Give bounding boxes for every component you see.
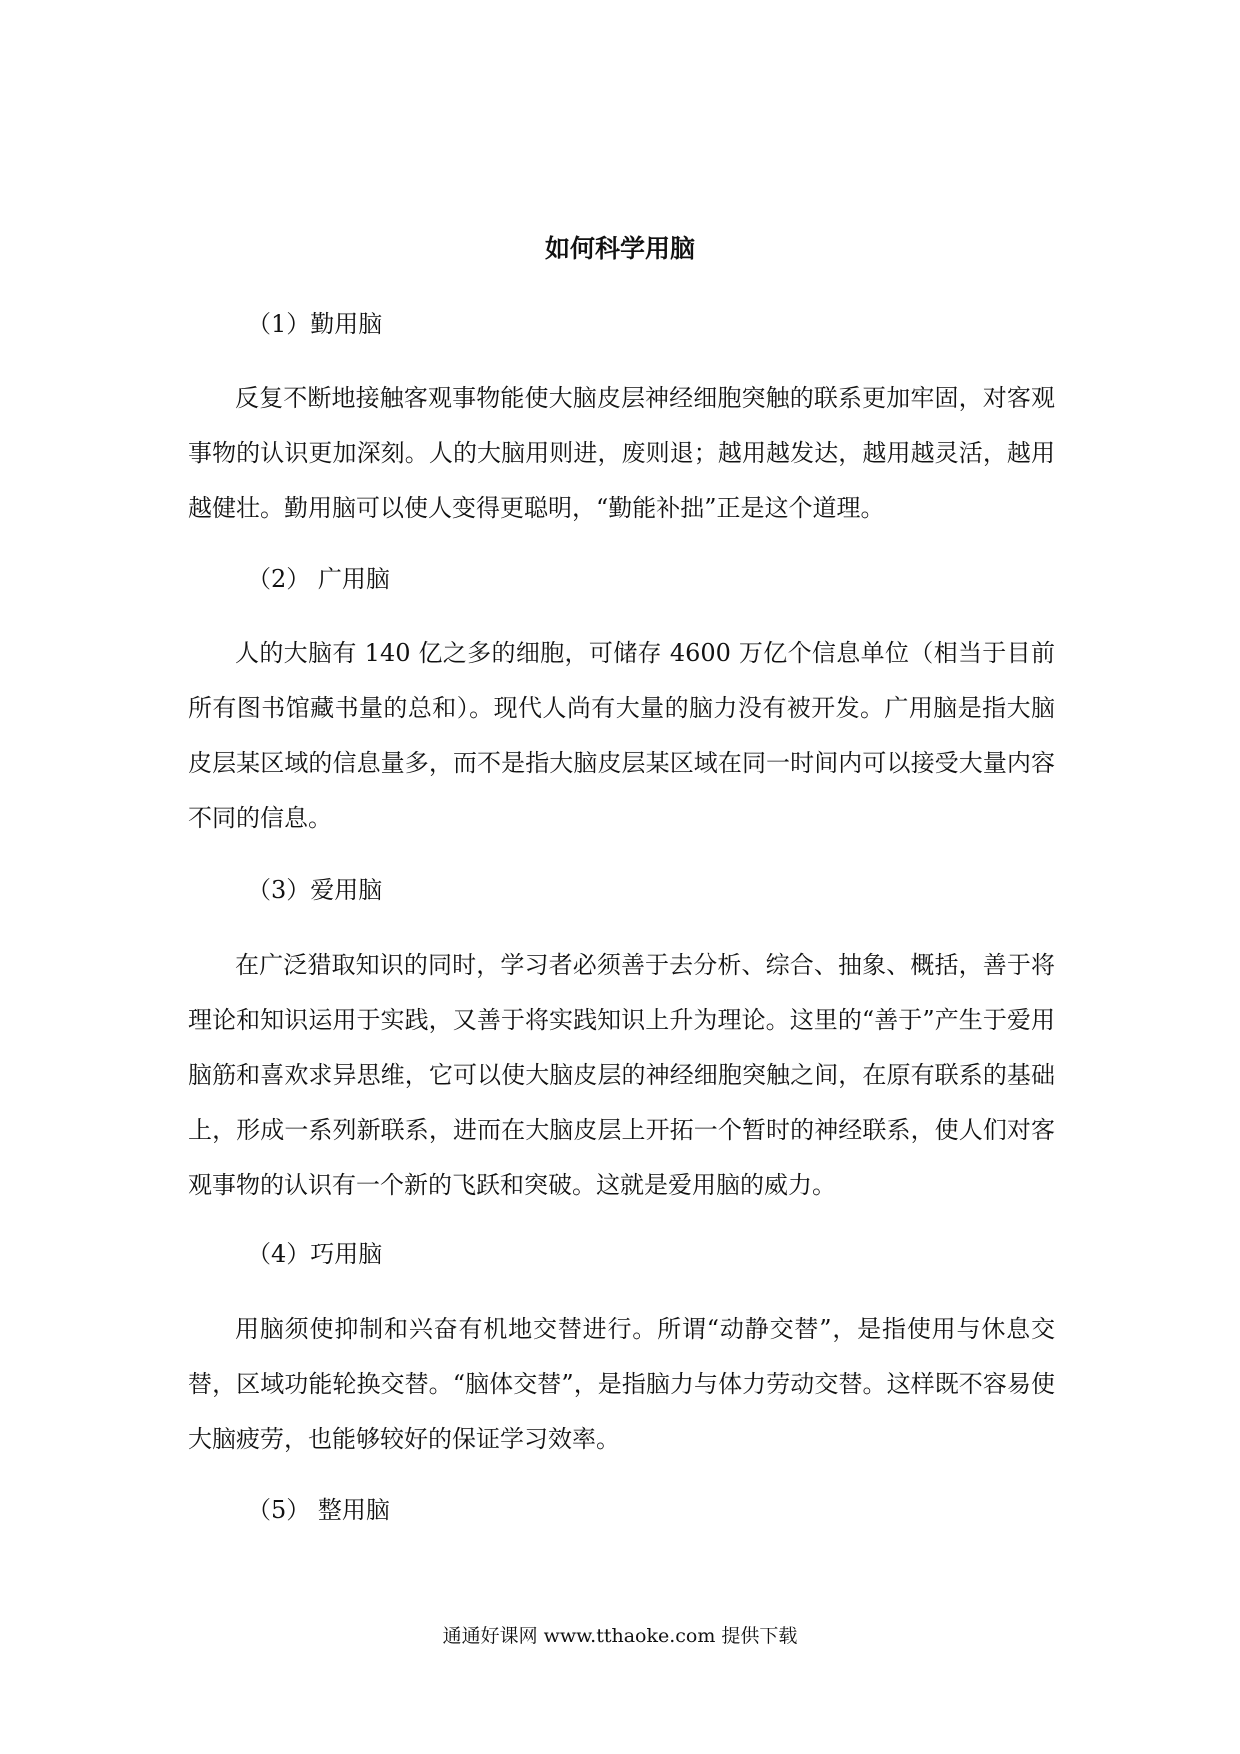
- section-heading-1: （1）勤用脑: [247, 310, 383, 338]
- section-heading-4: （4）巧用脑: [247, 1240, 383, 1268]
- section-paragraph-1: 反复不断地接触客观事物能使大脑皮层神经细胞突触的联系更加牢固，对客观事物的认识更加深刻。人的大脑用则进，废则退；越用越发达，越用越灵活，越用越健壮。勤用脑可以使人变得更聪明，“勤能补拙”正是这个道理。: [188, 384, 1055, 522]
- section-paragraph-3: 在广泛猎取知识的同时，学习者必须善于去分析、综合、抽象、概括，善于将理论和知识运用于实践，又善于将实践知识上升为理论。这里的“善于”产生于爱用脑筋和喜欢求异思维，它可以使大脑皮层的神经细胞突触之间，在原有联系的基础上，形成一系列新联系，进而在大脑皮层上开拓一个暂时的神经联系，使人们对客观事物的认识有一个新的飞跃和突破。这就是爱用脑的威力。: [188, 951, 1055, 1199]
- section-paragraph-2: 人的大脑有 140 亿之多的细胞，可储存 4600 万亿个信息单位（相当于目前所有图书馆藏书量的总和）。现代人尚有大量的脑力没有被开发。广用脑是指大脑皮层某区域的信息量多，而不是指大脑皮层某区域在同一时间内可以接受大量内容不同的信息。: [188, 639, 1055, 832]
- section-paragraph-4: 用脑须使抑制和兴奋有机地交替进行。所谓“动静交替”，是指使用与休息交替，区域功能轮换交替。“脑体交替”，是指脑力与体力劳动交替。这样既不容易使大脑疲劳，也能够较好的保证学习效率。: [188, 1315, 1055, 1453]
- section-heading-2: （2） 广用脑: [247, 565, 390, 593]
- document-title: 如何科学用脑: [544, 234, 695, 263]
- section-heading-3: （3）爱用脑: [247, 876, 383, 904]
- page-footer: 通通好课网 www.tthaoke.com 提供下载: [442, 1625, 798, 1647]
- section-heading-5: （5） 整用脑: [247, 1496, 390, 1524]
